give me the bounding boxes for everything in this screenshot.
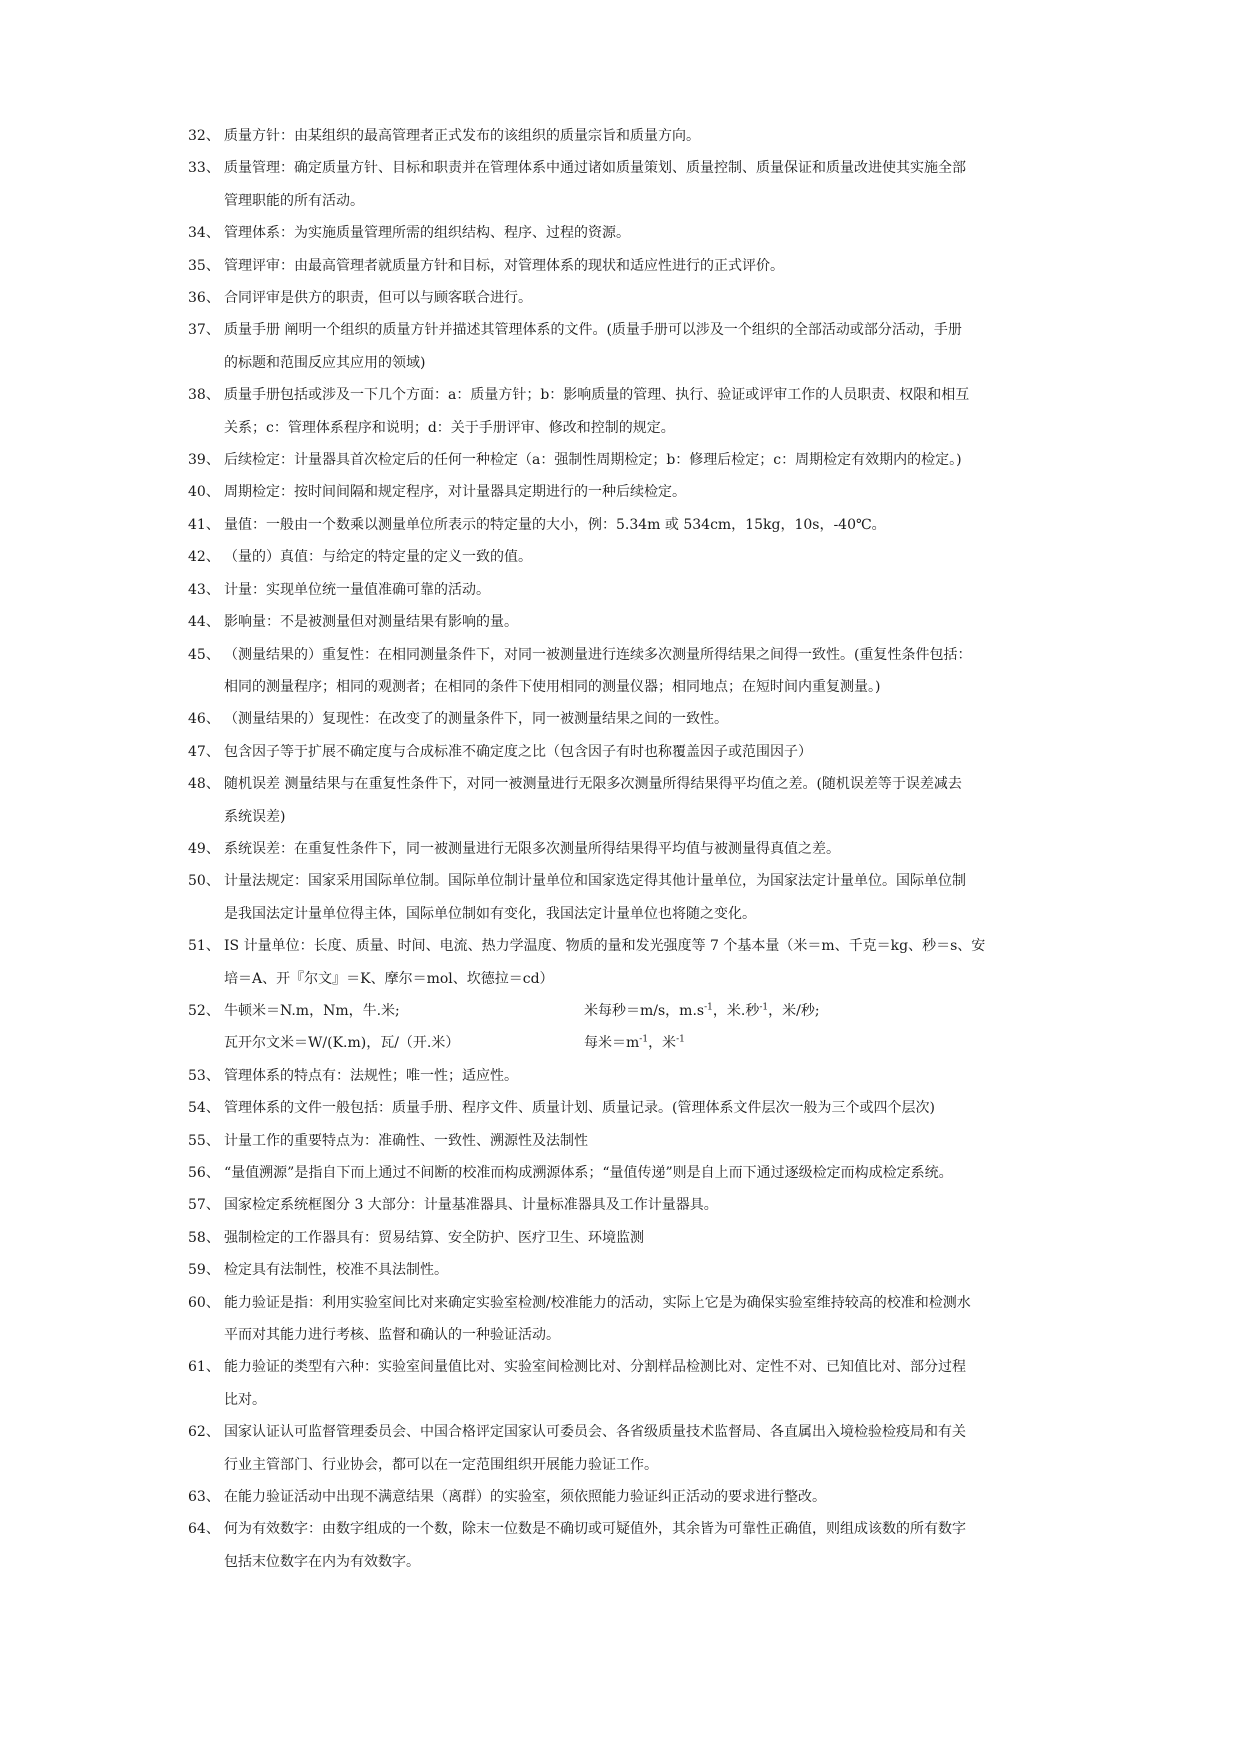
item-number: 57、 xyxy=(188,1197,220,1214)
unit-text: ，米.秒 xyxy=(712,1002,760,1019)
list-item xyxy=(188,541,1068,573)
unit-example-left: 瓦开尔文米＝W/(K.m)，瓦/（开.米） xyxy=(224,1035,460,1052)
item-text xyxy=(224,120,1068,152)
list-item xyxy=(188,833,1068,865)
unit-exponent: -1 xyxy=(639,1034,649,1045)
item-text-line: “量值溯源”是指自下而上通过不间断的校准而构成溯源体系；“量值传递”则是自上而下通过逐级检定而构成检定系统。 xyxy=(224,1165,953,1181)
unit-text: 每米＝m xyxy=(584,1035,640,1052)
item-text xyxy=(224,152,1068,217)
item-number: 41、 xyxy=(188,516,220,533)
item-text-line: 国家认证认可监督管理委员会、中国合格评定国家认可委员会、各省级质量技术监督局、各直属出入境检验检疫局和有关 xyxy=(224,1424,966,1441)
list-item xyxy=(188,1060,1068,1092)
item-text-line: 国家检定系统框图分 3 大部分：计量基准器具、计量标准器具及工作计量器具。 xyxy=(224,1197,718,1214)
list-item xyxy=(188,314,1068,379)
item-text xyxy=(224,541,1068,573)
item-text-line: 平而对其能力进行考核、监督和确认的一种验证活动。 xyxy=(224,1327,560,1344)
list-item xyxy=(188,120,1068,152)
item-number: 55、 xyxy=(188,1132,220,1149)
item-text xyxy=(224,1060,1068,1092)
item-text xyxy=(224,282,1068,314)
item-text-line: 系统误差：在重复性条件下，同一被测量进行无限多次测量所得结果得平均值与被测量得真值之差。 xyxy=(224,840,840,857)
unit-exponent: -1 xyxy=(704,1002,713,1013)
item-text xyxy=(224,1287,1068,1352)
item-number: 48、 xyxy=(188,776,220,793)
item-text xyxy=(224,1351,1068,1416)
item-number: 60、 xyxy=(188,1294,220,1311)
item-text xyxy=(224,833,1068,865)
list-item xyxy=(188,1513,1068,1578)
item-text-line: 计量法规定：国家采用国际单位制。国际单位制计量单位和国家选定得其他计量单位，为国家法定计量单位。国际单位制 xyxy=(224,873,966,890)
item-text-line: 管理体系的特点有：法规性；唯一性；适应性。 xyxy=(224,1067,518,1084)
item-text-line: 计量工作的重要特点为：准确性、一致性、溯源性及法制性 xyxy=(224,1132,588,1149)
list-item xyxy=(188,250,1068,282)
item-number: 33、 xyxy=(188,160,220,177)
unit-row xyxy=(224,995,1068,1027)
item-number: 59、 xyxy=(188,1262,220,1279)
item-number: 58、 xyxy=(188,1229,220,1246)
item-text-line: 计量：实现单位统一量值准确可靠的活动。 xyxy=(224,581,490,598)
item-text-line: 质量方针：由某组织的最高管理者正式发布的该组织的质量宗旨和质量方向。 xyxy=(224,128,700,144)
list-item xyxy=(188,865,1068,930)
item-number: 36、 xyxy=(188,290,220,307)
item-text xyxy=(224,768,1068,833)
item-text-line: 检定具有法制性，校准不具法制性。 xyxy=(224,1262,448,1279)
item-text xyxy=(224,1125,1068,1157)
list-item xyxy=(188,703,1068,735)
unit-example-right xyxy=(584,1027,1068,1059)
item-text-line: 管理体系：为实施质量管理所需的组织结构、程序、过程的资源。 xyxy=(224,225,630,242)
item-text-line: 比对。 xyxy=(224,1391,266,1408)
item-text xyxy=(224,1222,1068,1254)
item-number: 40、 xyxy=(188,484,220,501)
unit-text: ，米 xyxy=(648,1035,677,1052)
item-text-line: 系统误差) xyxy=(224,808,286,825)
item-text xyxy=(224,1157,1068,1189)
item-text xyxy=(224,606,1068,638)
item-text-line: IS 计量单位：长度、质量、时间、电流、热力学温度、物质的量和发光强度等 7 个基本量（米＝m、千克＝kg、秒＝s、安 xyxy=(224,938,986,955)
item-text-line: （量的）真值：与给定的特定量的定义一致的值。 xyxy=(224,549,532,566)
item-text-line: 是我国法定计量单位得主体，国际单位制如有变化，我国法定计量单位也将随之变化。 xyxy=(224,905,756,922)
list-item xyxy=(188,509,1068,541)
unit-row xyxy=(224,1027,1068,1059)
list-item xyxy=(188,1222,1068,1254)
item-number: 54、 xyxy=(188,1100,220,1117)
item-text xyxy=(224,379,1068,444)
unit-text: 米每秒＝m/s，m.s xyxy=(584,1002,705,1019)
list-item xyxy=(188,379,1068,444)
list-item xyxy=(188,1287,1068,1352)
unit-examples xyxy=(224,995,1068,1060)
item-text xyxy=(224,930,1068,995)
unit-exponent: -1 xyxy=(676,1034,685,1045)
list-item xyxy=(188,476,1068,508)
item-text xyxy=(224,574,1068,606)
item-text-line: 能力验证的类型有六种：实验室间量值比对、实验室间检测比对、分割样品检测比对、定性不对、已知值比对、部分过程 xyxy=(224,1359,966,1376)
list-item xyxy=(188,736,1068,768)
item-text xyxy=(224,1416,1068,1481)
list-item xyxy=(188,1481,1068,1513)
unit-example-left: 牛顿米＝N.m，Nm，牛.米; xyxy=(224,1002,400,1019)
unit-exponent: -1 xyxy=(759,1002,769,1013)
list-item xyxy=(188,606,1068,638)
item-text-line: 相同的测量程序；相同的观测者；在相同的条件下使用相同的测量仪器；相同地点；在短时间内重复测量。) xyxy=(224,678,881,695)
item-text-line: 质量手册 阐明一个组织的质量方针并描述其管理体系的文件。(质量手册可以涉及一个组织的全部活动或部分活动，手册 xyxy=(224,322,962,339)
item-text-line: 何为有效数字：由数字组成的一个数，除末一位数是不确切或可疑值外，其余皆为可靠性正确值，则组成该数的所有数字 xyxy=(224,1521,966,1538)
item-text xyxy=(224,314,1068,379)
item-text-line: 在能力验证活动中出现不满意结果（离群）的实验室，须依照能力验证纠正活动的要求进行整改。 xyxy=(224,1489,826,1506)
item-text-line: 强制检定的工作器具有：贸易结算、安全防护、医疗卫生、环境监测 xyxy=(224,1229,644,1246)
item-text xyxy=(224,1189,1068,1221)
item-text-line: （测量结果的）重复性：在相同测量条件下，对同一被测量进行连续多次测量所得结果之间得一致性。(重复性条件包括： xyxy=(224,646,972,663)
list-item xyxy=(188,217,1068,249)
item-text-line: 行业主管部门、行业协会，都可以在一定范围组织开展能力验证工作。 xyxy=(224,1456,658,1473)
list-item xyxy=(188,1416,1068,1481)
item-number: 64、 xyxy=(188,1521,220,1538)
item-text-line: 能力验证是指：利用实验室间比对来确定实验室检测/校准能力的活动，实际上它是为确保实验室维持较高的校准和检测水 xyxy=(224,1294,971,1311)
item-text xyxy=(224,1092,1068,1124)
item-number: 53、 xyxy=(188,1067,220,1084)
item-number: 56、 xyxy=(188,1165,220,1181)
item-text-line: （测量结果的）复现性：在改变了的测量条件下，同一被测量结果之间的一致性。 xyxy=(224,711,728,728)
item-text-line: 管理体系的文件一般包括：质量手册、程序文件、质量计划、质量记录。(管理体系文件层次一般为三个或四个层次) xyxy=(224,1100,935,1117)
item-number: 63、 xyxy=(188,1489,220,1506)
item-text xyxy=(224,639,1068,704)
unit-text: ，米/秒; xyxy=(768,1002,820,1019)
item-number: 52、 xyxy=(188,1002,220,1019)
item-number: 35、 xyxy=(188,257,220,274)
item-text-line: 影响量：不是被测量但对测量结果有影响的量。 xyxy=(224,614,518,631)
item-text-line: 周期检定：按时间间隔和规定程序，对计量器具定期进行的一种后续检定。 xyxy=(224,484,686,501)
list-item xyxy=(188,995,1068,1060)
item-text xyxy=(224,217,1068,249)
item-number: 37、 xyxy=(188,322,220,339)
item-text xyxy=(224,1481,1068,1513)
item-text-line: 包含因子等于扩展不确定度与合成标准不确定度之比（包含因子有时也称覆盖因子或范围因子） xyxy=(224,743,812,760)
list-item xyxy=(188,152,1068,217)
item-number: 61、 xyxy=(188,1359,220,1376)
item-number: 42、 xyxy=(188,549,220,566)
list-item xyxy=(188,930,1068,995)
item-number: 38、 xyxy=(188,387,220,404)
item-number: 32、 xyxy=(188,128,220,144)
list-item xyxy=(188,1125,1068,1157)
item-number: 44、 xyxy=(188,614,220,631)
item-number: 46、 xyxy=(188,711,220,728)
item-text-line: 培＝A、开『尔文』＝K、摩尔＝mol、坎德拉＝cd） xyxy=(224,970,554,987)
item-text-line: 管理评审：由最高管理者就质量方针和目标，对管理体系的现状和适应性进行的正式评价。 xyxy=(224,257,784,274)
item-number: 39、 xyxy=(188,452,220,469)
item-text-line: 质量管理：确定质量方针、目标和职责并在管理体系中通过诸如质量策划、质量控制、质量保证和质量改进使其实施全部 xyxy=(224,160,966,177)
item-number: 45、 xyxy=(188,646,220,663)
item-text xyxy=(224,1254,1068,1286)
definition-list xyxy=(188,120,1068,1578)
item-number: 43、 xyxy=(188,581,220,598)
list-item xyxy=(188,1351,1068,1416)
item-number: 51、 xyxy=(188,938,220,955)
list-item xyxy=(188,1189,1068,1221)
list-item xyxy=(188,768,1068,833)
item-text xyxy=(224,865,1068,930)
item-number: 50、 xyxy=(188,873,220,890)
list-item xyxy=(188,1254,1068,1286)
item-text xyxy=(224,250,1068,282)
item-text-line: 管理职能的所有活动。 xyxy=(224,192,364,209)
item-text-line: 的标题和范围反应其应用的领域) xyxy=(224,354,426,371)
item-number: 49、 xyxy=(188,840,220,857)
item-text xyxy=(224,1513,1068,1578)
item-text-line: 关系；c：管理体系程序和说明；d：关于手册评审、修改和控制的规定。 xyxy=(224,419,675,436)
item-text-line: 合同评审是供方的职责，但可以与顾客联合进行。 xyxy=(224,290,532,307)
list-item xyxy=(188,639,1068,704)
item-text-line: 后续检定：计量器具首次检定后的任何一种检定（a：强制性周期检定；b：修理后检定；c：周期检定有效期内的检定。) xyxy=(224,452,962,469)
item-text-line: 质量手册包括或涉及一下几个方面：a：质量方针；b：影响质量的管理、执行、验证或评审工作的人员职责、权限和相互 xyxy=(224,387,970,404)
list-item xyxy=(188,444,1068,476)
unit-example-right xyxy=(584,995,1068,1027)
item-number: 47、 xyxy=(188,743,220,760)
item-number: 34、 xyxy=(188,225,220,242)
list-item xyxy=(188,1092,1068,1124)
list-item xyxy=(188,282,1068,314)
item-number: 62、 xyxy=(188,1424,220,1441)
item-text-line: 随机误差 测量结果与在重复性条件下，对同一被测量进行无限多次测量所得结果得平均值之差。(随机误差等于误差减去 xyxy=(224,776,962,793)
item-text xyxy=(224,703,1068,735)
item-text-line: 量值：一般由一个数乘以测量单位所表示的特定量的大小，例：5.34m 或 534cm，15kg，10s，-40℃。 xyxy=(224,516,886,533)
list-item xyxy=(188,574,1068,606)
item-text xyxy=(224,476,1068,508)
item-text xyxy=(224,444,1068,476)
item-text-line: 包括末位数字在内为有效数字。 xyxy=(224,1553,420,1570)
list-item xyxy=(188,1157,1068,1189)
item-text xyxy=(224,509,1068,541)
item-text xyxy=(224,736,1068,768)
